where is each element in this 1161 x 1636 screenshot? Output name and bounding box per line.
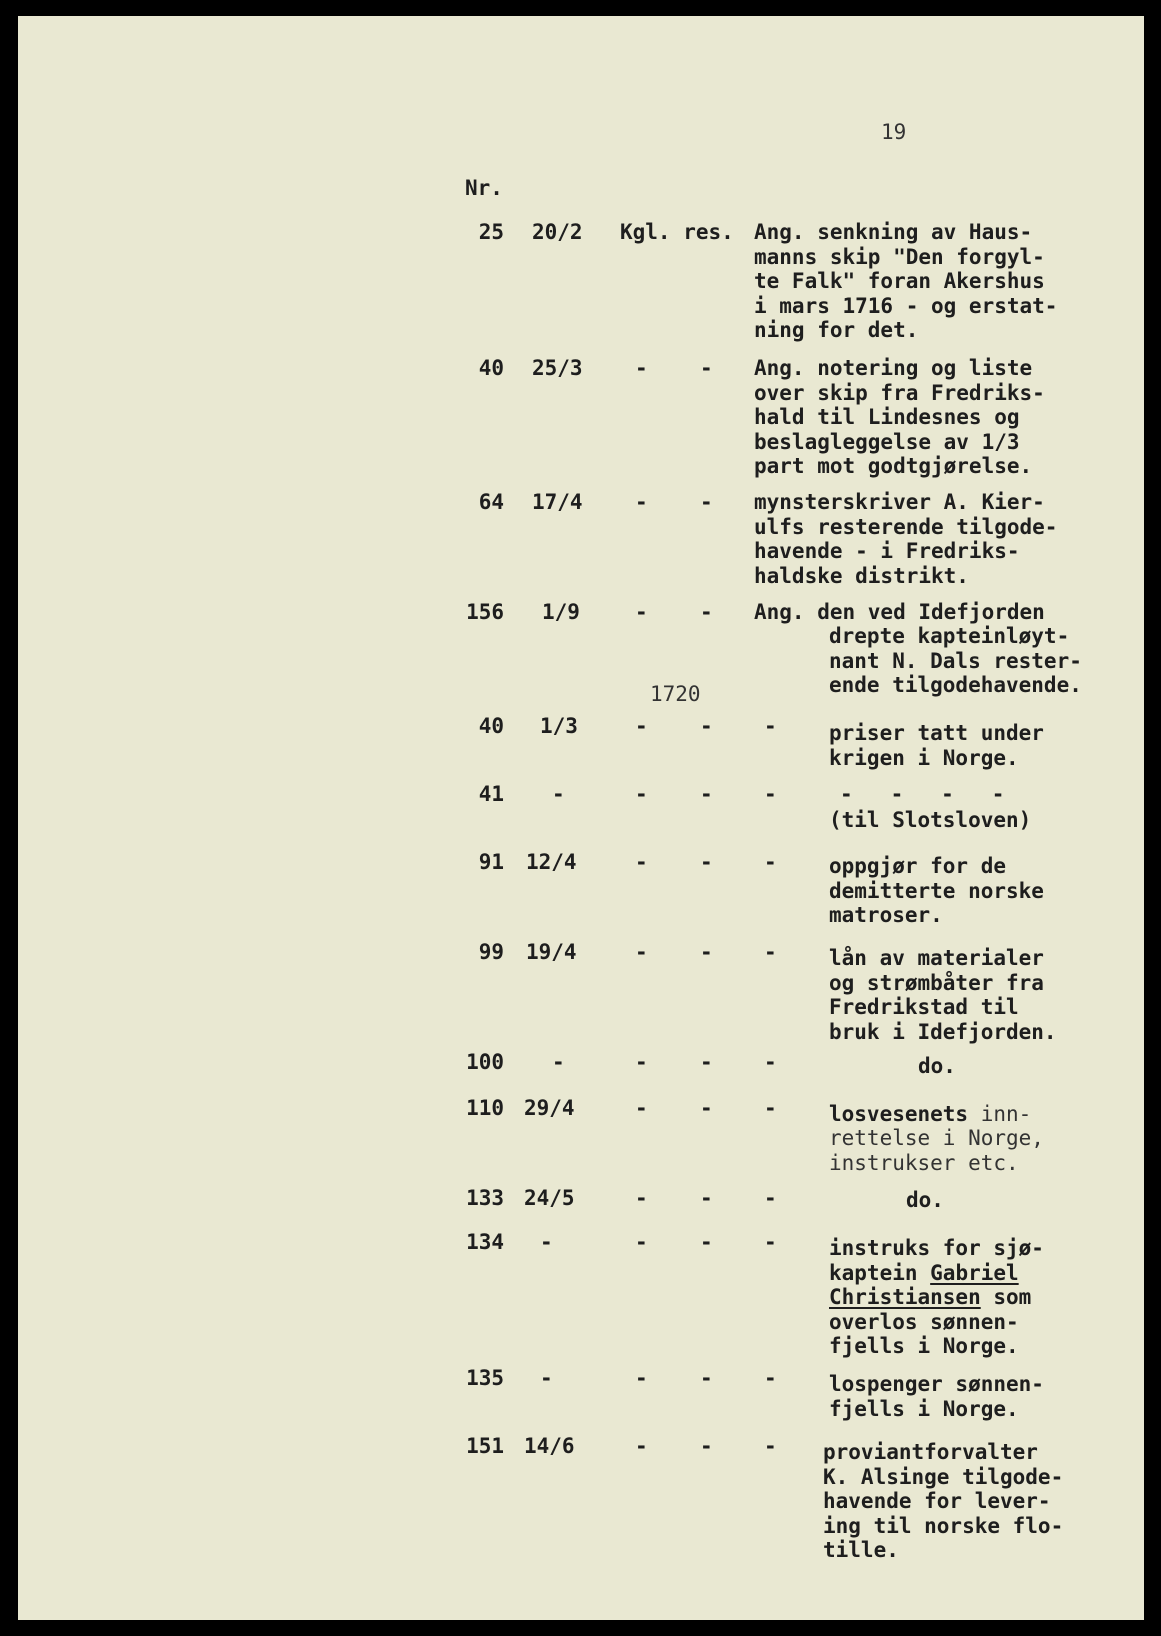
ditto-mark: - [764, 1096, 777, 1120]
ditto-line: - - - - [840, 782, 1005, 806]
underlined-name: Christiansen [829, 1285, 981, 1309]
entry-text: rettelse i Norge, instrukser etc. [829, 1126, 1044, 1175]
ditto-mark: - [635, 600, 648, 624]
entry-nr: 151 [466, 1434, 504, 1458]
entry-nr: 134 [466, 1230, 504, 1254]
underlined-name: Gabriel [930, 1260, 1019, 1285]
entry-text: Ang. senkning av Haus- manns skip "Den forgyl- te Falk" foran Akershus i mars 1716 - og erstat- ning for det. [754, 220, 1058, 342]
ditto-mark: - [764, 850, 777, 874]
entry-date: - [540, 1230, 553, 1254]
ditto-mark: - [764, 1230, 777, 1254]
entry-text-light: inn- [968, 1102, 1032, 1126]
entry-text-first-line: Ang. den ved Idefjorden [754, 600, 1045, 624]
entry-nr: 133 [466, 1186, 504, 1210]
entry-text: do. [918, 1054, 956, 1078]
ditto-mark: - [764, 1434, 777, 1458]
ditto-mark: - [700, 600, 713, 624]
entry-nr: 100 [466, 1050, 504, 1074]
ditto-mark: - [764, 714, 777, 738]
entry-text: proviantforvalter K. Alsinge tilgode- havende for lever- ing til norske flo- tille. [823, 1440, 1064, 1562]
ditto-mark: - [700, 1186, 713, 1210]
ditto-mark: - [635, 782, 648, 806]
ditto-mark: - [700, 1366, 713, 1390]
ditto-mark: - [700, 490, 713, 514]
entry-text: priser tatt under krigen i Norge. [829, 721, 1044, 770]
ditto-mark: - [700, 1096, 713, 1120]
ditto-mark: - [635, 1230, 648, 1254]
entry-nr: 25 [478, 220, 504, 244]
nr-column-header: Nr. [465, 176, 503, 200]
entry-date: - [552, 1050, 565, 1074]
page-number: 19 [881, 120, 907, 144]
entry-text: lospenger sønnen- fjells i Norge. [829, 1372, 1044, 1421]
entry-text: lån av materialer og strømbåter fra Fredrikstad til bruk i Idefjorden. [829, 946, 1057, 1044]
entry-date: - [540, 1366, 553, 1390]
ditto-mark: - [635, 714, 648, 738]
ditto-mark: - [700, 714, 713, 738]
ditto-mark: - [635, 1366, 648, 1390]
ditto-mark: - [700, 940, 713, 964]
entry-text [829, 1236, 1044, 1359]
entry-text: (til Slotsloven) [829, 808, 1032, 832]
entry-date: 25/3 [532, 356, 583, 380]
entry-nr: 40 [478, 714, 504, 738]
ditto-mark: - [700, 850, 713, 874]
ditto-mark: - [764, 940, 777, 964]
entry-date: 12/4 [526, 850, 577, 874]
entry-nr: 41 [478, 782, 504, 806]
ditto-mark: - [764, 1050, 777, 1074]
year-heading: 1720 [650, 682, 701, 706]
entry-date: 1/3 [540, 714, 578, 738]
ditto-mark: - [635, 1186, 648, 1210]
ditto-mark: - [635, 1096, 648, 1120]
entry-date: 14/6 [524, 1434, 575, 1458]
entry-text-first-line [829, 1102, 1031, 1127]
entry-type: Kgl. res. [620, 220, 734, 244]
ditto-mark: - [635, 1434, 648, 1458]
ditto-mark: - [764, 782, 777, 806]
ditto-mark: - [700, 356, 713, 380]
entry-nr: 156 [466, 600, 504, 624]
document-page [18, 16, 1144, 1620]
entry-date: 1/9 [542, 600, 580, 624]
entry-nr: 91 [478, 850, 504, 874]
entry-date: 29/4 [524, 1096, 575, 1120]
ditto-mark: - [635, 356, 648, 380]
ditto-mark: - [700, 1434, 713, 1458]
entry-date: 24/5 [524, 1186, 575, 1210]
entry-text-part: instruks for sjø- kaptein [829, 1236, 1044, 1285]
entry-date: 20/2 [532, 220, 583, 244]
ditto-mark: - [635, 490, 648, 514]
ditto-mark: - [700, 782, 713, 806]
ditto-mark: - [635, 1050, 648, 1074]
entry-date: - [552, 782, 565, 806]
ditto-mark: - [700, 1230, 713, 1254]
entry-text: drepte kapteinløyt- nant N. Dals rester- ende tilgodehavende. [829, 624, 1082, 697]
entry-text: do. [906, 1188, 944, 1212]
entry-text: Ang. notering og liste over skip fra Fredriks- hald til Lindesnes og beslagleggelse av 1/3 part mot godtgjørelse. [754, 356, 1045, 478]
entry-date: 17/4 [532, 490, 583, 514]
entry-nr: 64 [478, 490, 504, 514]
ditto-mark: - [700, 1050, 713, 1074]
entry-nr: 99 [478, 940, 504, 964]
ditto-mark: - [635, 850, 648, 874]
entry-text: mynsterskriver A. Kier- ulfs resterende tilgode- havende - i Fredriks- haldske distrikt. [754, 490, 1058, 588]
ditto-mark: - [764, 1366, 777, 1390]
entry-text-part: som overlos sønnen- fjells i Norge. [829, 1285, 1032, 1358]
entry-nr: 110 [466, 1096, 504, 1120]
entry-nr: 135 [466, 1366, 504, 1390]
entry-text: oppgjør for de demitterte norske matroser. [829, 854, 1044, 927]
entry-nr: 40 [478, 356, 504, 380]
entry-text-bold: losvesenets [829, 1102, 969, 1126]
entry-date: 19/4 [526, 940, 577, 964]
ditto-mark: - [764, 1186, 777, 1210]
ditto-mark: - [635, 940, 648, 964]
